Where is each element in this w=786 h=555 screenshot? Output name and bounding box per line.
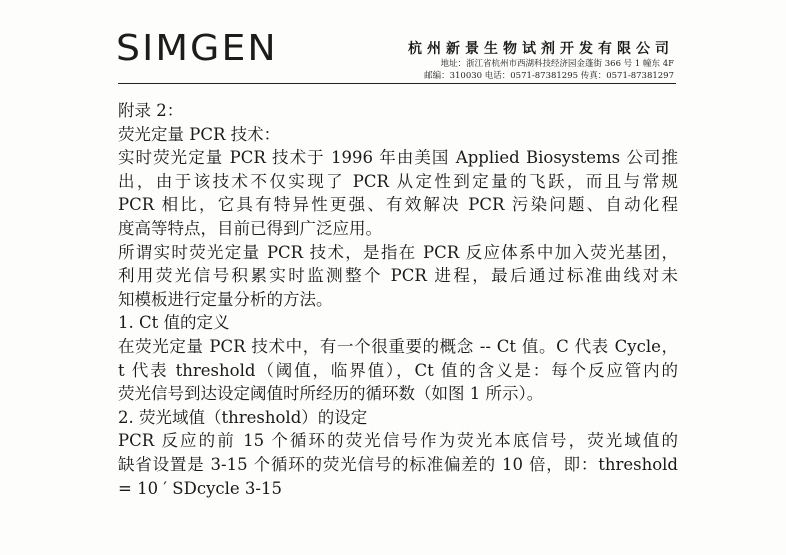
company-name: 杭州新景生物试剂开发有限公司	[408, 41, 674, 57]
paragraph-line: 出，由于该技术不仅实现了 PCR 从定性到定量的飞跃，而且与常规	[118, 171, 678, 191]
company-logo: SIMGEN	[116, 28, 278, 69]
paragraph-line: 实时荧光定量 PCR 技术于 1996 年由美国 Applied Biosystems 公司推	[118, 148, 678, 168]
paragraph-line: 在荧光定量 PCR 技术中，有一个很重要的概念 -- Ct 值。C 代表 Cycle，	[118, 336, 678, 356]
paragraph-line: 利用荧光信号积累实时监测整个 PCR 进程，最后通过标准曲线对未	[118, 266, 678, 286]
appendix-heading: 附录 2：	[118, 101, 184, 120]
paragraph-line: PCR 反应的前 15 个循环的荧光信号作为荧光本底信号，荧光域值的	[118, 431, 678, 451]
company-contact: 邮编：310030 电话：0571-87381295 传真：0571-87381297	[424, 71, 674, 81]
paragraph-line: 所谓实时荧光定量 PCR 技术，是指在 PCR 反应体系中加入荧光基团，	[118, 242, 678, 262]
company-address: 地址：浙江省杭州市西湖科技经济园金蓬街 366 号 1 幢东 4F	[440, 59, 674, 69]
subsection-heading: 2. 荧光域值（threshold）的设定	[118, 407, 368, 427]
paragraph-line: 度高等特点，目前已得到广泛应用。	[118, 218, 382, 238]
paragraph-line: 缺省设置是 3-15 个循环的荧光信号的标准偏差的 10 倍，即：threshold	[118, 454, 678, 474]
section-heading: 荧光定量 PCR 技术：	[118, 124, 281, 144]
paragraph-line: t 代表 threshold（阈值，临界值），Ct 值的含义是：每个反应管内的	[118, 360, 678, 380]
header-divider	[118, 83, 676, 84]
paragraph-line: 知模板进行定量分析的方法。	[118, 289, 333, 309]
paragraph-line: PCR 相比，它具有特异性更强、有效解决 PCR 污染问题、自动化程	[118, 195, 678, 215]
subsection-heading: 1. Ct 值的定义	[118, 313, 230, 333]
paragraph-line: 荧光信号到达设定阈值时所经历的循环数（如图 1 所示）。	[118, 384, 544, 404]
formula-line: = 10 ′ SDcycle 3-15	[118, 478, 282, 498]
document-body	[118, 99, 678, 500]
